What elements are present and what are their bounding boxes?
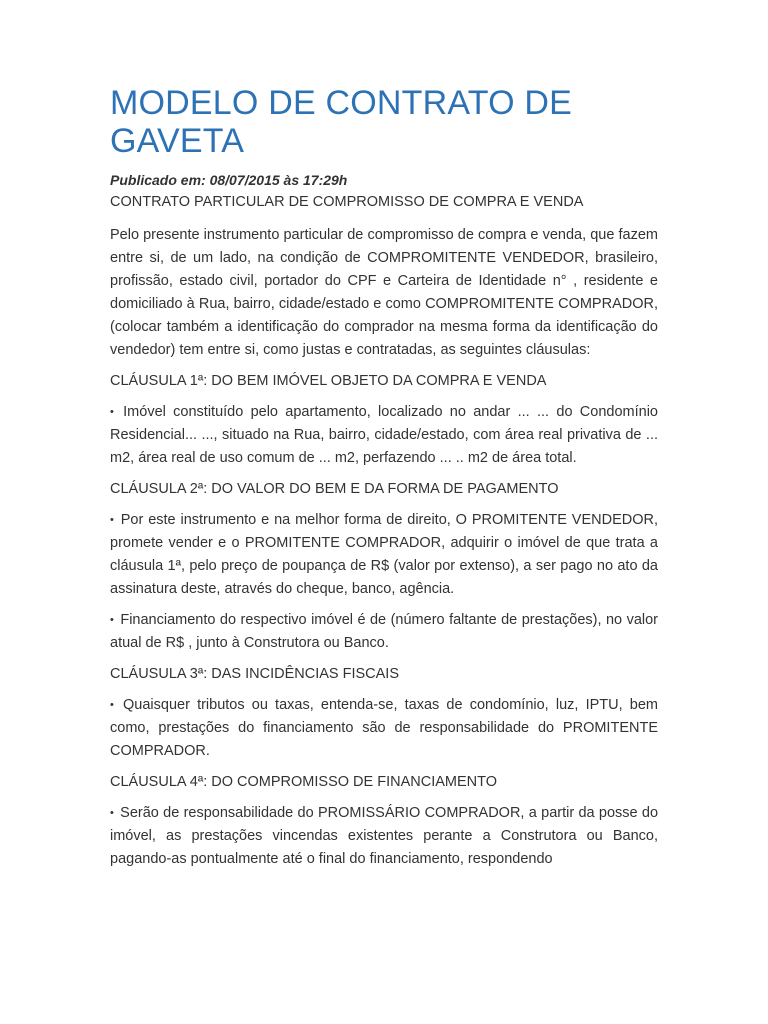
document-title: MODELO DE CONTRATO DE GAVETA [110, 84, 572, 160]
bullet-icon: • [110, 406, 114, 418]
clause-1-heading: CLÁUSULA 1ª: DO BEM IMÓVEL OBJETO DA COMPRA E VENDA [110, 373, 547, 389]
clause-2-bullet-1 [110, 509, 658, 601]
clause-2-bullet-2 [110, 609, 658, 655]
clause-3-bullet-1 [110, 694, 658, 763]
publication-date: Publicado em: 08/07/2015 às 17:29h [110, 172, 348, 188]
clause-2-heading: CLÁUSULA 2ª: DO VALOR DO BEM E DA FORMA DE PAGAMENTO [110, 481, 559, 497]
bullet-text: Financiamento do respectivo imóvel é de (número faltante de prestações), no valor atual de R$ , junto à Construtora ou Banco. [110, 612, 658, 651]
bullet-icon: • [110, 514, 114, 526]
clause-4-bullet-1 [110, 802, 658, 871]
bullet-text: Por este instrumento e na melhor forma de direito, O PROMITENTE VENDEDOR, promete vender e o PROMITENTE COMPRADOR, adquirir o imóvel de que trata a cláusula 1ª, pelo preço de poupança de R$ (valor por extenso), a ser pago no ato da assinatura deste, através do cheque, banco, agência. [110, 512, 658, 597]
bullet-icon: • [110, 614, 114, 626]
bullet-text: Serão de responsabilidade do PROMISSÁRIO COMPRADOR, a partir da posse do imóvel, as prestações vincendas existentes perante a Construtora ou Banco, pagando-as pontualmente até o final do financiamento, respondendo [110, 805, 659, 867]
bullet-text: Imóvel constituído pelo apartamento, localizado no andar ... ... do Condomínio Residencial... ..., situado na Rua, bairro, cidade/estado, com área real privativa de ... m2, área real de uso comum de ... m2, perfazendo ... .. m2 de área total. [110, 404, 658, 466]
clause-4-heading: CLÁUSULA 4ª: DO COMPROMISSO DE FINANCIAMENTO [110, 774, 497, 790]
contract-subtitle: CONTRATO PARTICULAR DE COMPROMISSO DE COMPRA E VENDA [110, 194, 584, 210]
bullet-icon: • [110, 807, 114, 819]
clause-3-heading: CLÁUSULA 3ª: DAS INCIDÊNCIAS FISCAIS [110, 666, 400, 682]
document-body [110, 84, 658, 871]
intro-paragraph: Pelo presente instrumento particular de compromisso de compra e venda, que fazem entre si, de um lado, na condição de COMPROMITENTE VENDEDOR, brasileiro, profissão, estado civil, portador do CPF e Carteira de Identidade n° , residente e domiciliado à Rua, bairro, cidade/estado e como COMPROMITENTE COMPRADOR, (colocar também a identificação do comprador na mesma forma da identificação do vendedor) tem entre si, como justas e contratadas, as seguintes cláusulas: [110, 227, 658, 358]
bullet-icon: • [110, 699, 114, 711]
clause-1-bullet-1 [110, 401, 658, 470]
bullet-text: Quaisquer tributos ou taxas, entenda-se, taxas de condomínio, luz, IPTU, bem como, prestações do financiamento são de responsabilidade do PROMITENTE COMPRADOR. [110, 697, 658, 759]
